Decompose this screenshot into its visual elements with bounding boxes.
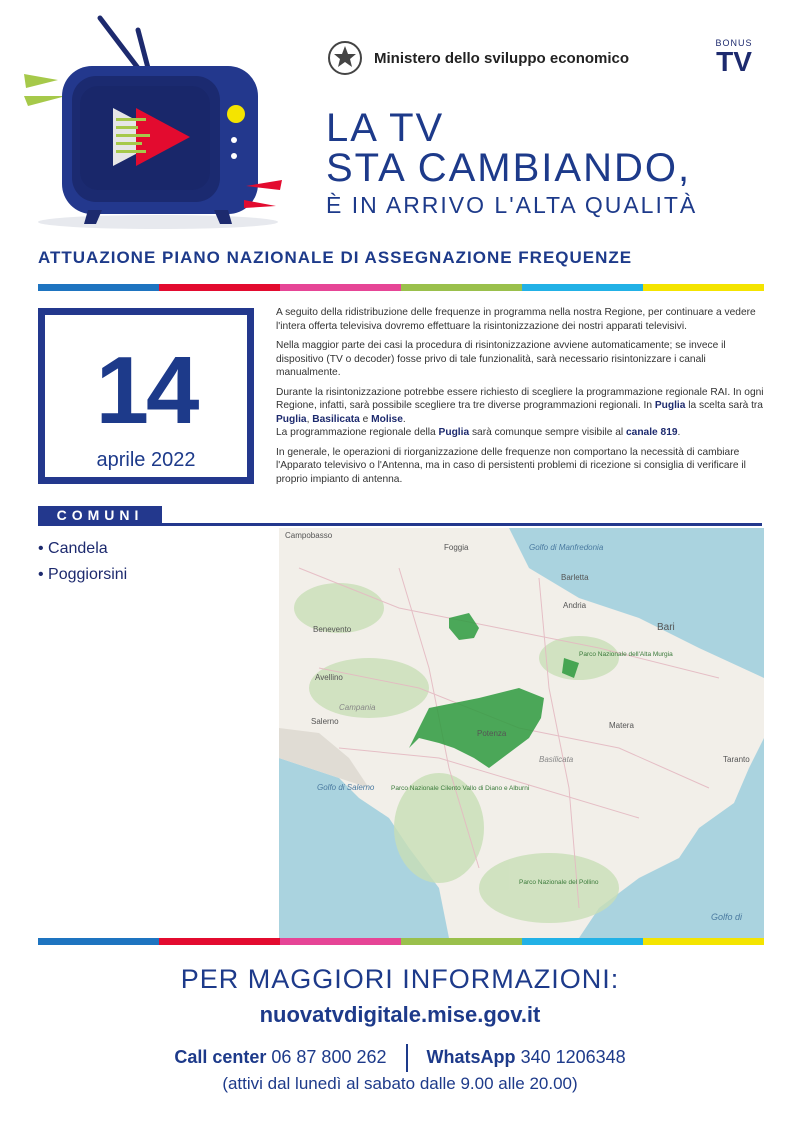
whatsapp-number[interactable]: 340 1206348: [520, 1046, 626, 1067]
stripe-red: [159, 938, 280, 945]
map-label: Golfo di: [711, 912, 743, 922]
subtitle: ATTUAZIONE PIANO NAZIONALE DI ASSEGNAZIONE FREQUENZE: [38, 248, 633, 267]
stripe-blue: [38, 938, 159, 945]
contact-separator: [406, 1044, 408, 1072]
map-label: Campania: [339, 703, 376, 712]
paragraph-2: Nella maggior parte dei casi la procedura di risintonizzazione avviene automaticamente; se invece il dispositivo (TV o decoder) fosse privo di tale funzionalità, sarà necessario risintonizzare i canali manualmente.: [276, 340, 726, 378]
website-link[interactable]: nuovatvdigitale.mise.gov.it: [259, 1002, 541, 1027]
callcenter-label: Call center: [174, 1046, 267, 1067]
tv-label: TV: [716, 46, 752, 77]
ministry-name: Ministero dello sviluppo economico: [374, 49, 630, 67]
stripe-cyan: [522, 284, 643, 291]
date-month: aprile 2022: [96, 449, 196, 471]
map-label: Bari: [657, 622, 675, 633]
map-label: Avellino: [315, 673, 343, 682]
stripe-pink: [280, 284, 401, 291]
color-stripe-bottom: [38, 938, 764, 945]
paragraph-1: A seguito della ridistribuzione delle frequenze in programma nella nostra Regione, per continuare a vedere l'intera offerta televisiva dovremo effettuare la risintonizzazione dei nostri apparati televisivi.: [276, 307, 756, 332]
comuni-list: [38, 536, 127, 588]
stripe-green: [401, 938, 522, 945]
map-label: Potenza: [477, 729, 507, 738]
footer-hours: (attivi dal lunedì al sabato dalle 9.00 alle 20.00): [222, 1074, 578, 1093]
stripe-yellow: [643, 284, 764, 291]
color-stripe-top: [38, 284, 764, 291]
map-label: Matera: [609, 721, 634, 730]
map-label: Parco Nazionale dell'Alta Murgia: [579, 651, 673, 658]
map-label: Parco Nazionale Cilento Vallo di Diano e Alburni: [391, 785, 530, 792]
headline-line-1: LA TV: [326, 106, 445, 150]
map-label: Benevento: [313, 625, 352, 634]
map-label: Taranto: [723, 755, 750, 764]
map-label: Barletta: [561, 573, 589, 582]
headline-line-2: STA CAMBIANDO,: [326, 146, 692, 190]
map-label: Golfo di Manfredonia: [529, 543, 604, 552]
footer-contacts: [0, 1044, 800, 1072]
comuni-title: COMUNI: [38, 506, 162, 524]
region-map: [279, 528, 764, 938]
comune-item: • Candela: [38, 540, 108, 557]
footer-title: PER MAGGIORI INFORMAZIONI:: [180, 964, 620, 994]
map-label: Salerno: [311, 717, 339, 726]
bonus-tv-logo: [704, 38, 764, 78]
callcenter-number[interactable]: 06 87 800 262: [271, 1046, 387, 1067]
map-label: Andria: [563, 601, 587, 610]
stripe-red: [159, 284, 280, 291]
map-label: Basilicata: [539, 755, 574, 764]
map-label: Parco Nazionale del Pollino: [519, 879, 599, 886]
map-label: Campobasso: [285, 531, 333, 540]
stripe-blue: [38, 284, 159, 291]
body-text: [276, 306, 766, 492]
headline-line-3: È IN ARRIVO L'ALTA QUALITÀ: [326, 192, 698, 218]
whatsapp-label: WhatsApp: [426, 1046, 516, 1067]
bonus-label: BONUS: [715, 38, 753, 48]
map-label: Golfo di Salerno: [317, 783, 375, 792]
ministry-header: [326, 38, 629, 78]
date-box: [38, 308, 254, 484]
date-day: 14: [95, 337, 197, 444]
tv-illustration: [18, 10, 298, 230]
paragraph-4: In generale, le operazioni di riorganizzazione delle frequenze non comportano la necessità di cambiare l'Apparato televisivo o l'Antenna, ma in caso di persistenti problemi di ricezione si consiglia di verificare il proprio impianto di antenna.: [276, 446, 746, 485]
map-label: Foggia: [444, 543, 469, 552]
republic-emblem-icon: [326, 38, 364, 78]
comuni-header: [38, 506, 762, 528]
stripe-pink: [280, 938, 401, 945]
headline: [326, 108, 697, 220]
stripe-green: [401, 284, 522, 291]
paragraph-3: Durante la risintonizzazione potrebbe essere richiesto di scegliere la programmazione regionale RAI. In ogni Regione, infatti, sarà possibile scegliere tra tre diverse programmazioni regionali. In Puglia la scelta sarà tra Puglia, Basilicata e Molise. La programmazione regionale della Puglia sarà comunque sempre visibile al canale 819.: [276, 386, 764, 438]
stripe-yellow: [643, 938, 764, 945]
stripe-cyan: [522, 938, 643, 945]
comune-item: • Poggiorsini: [38, 566, 128, 583]
